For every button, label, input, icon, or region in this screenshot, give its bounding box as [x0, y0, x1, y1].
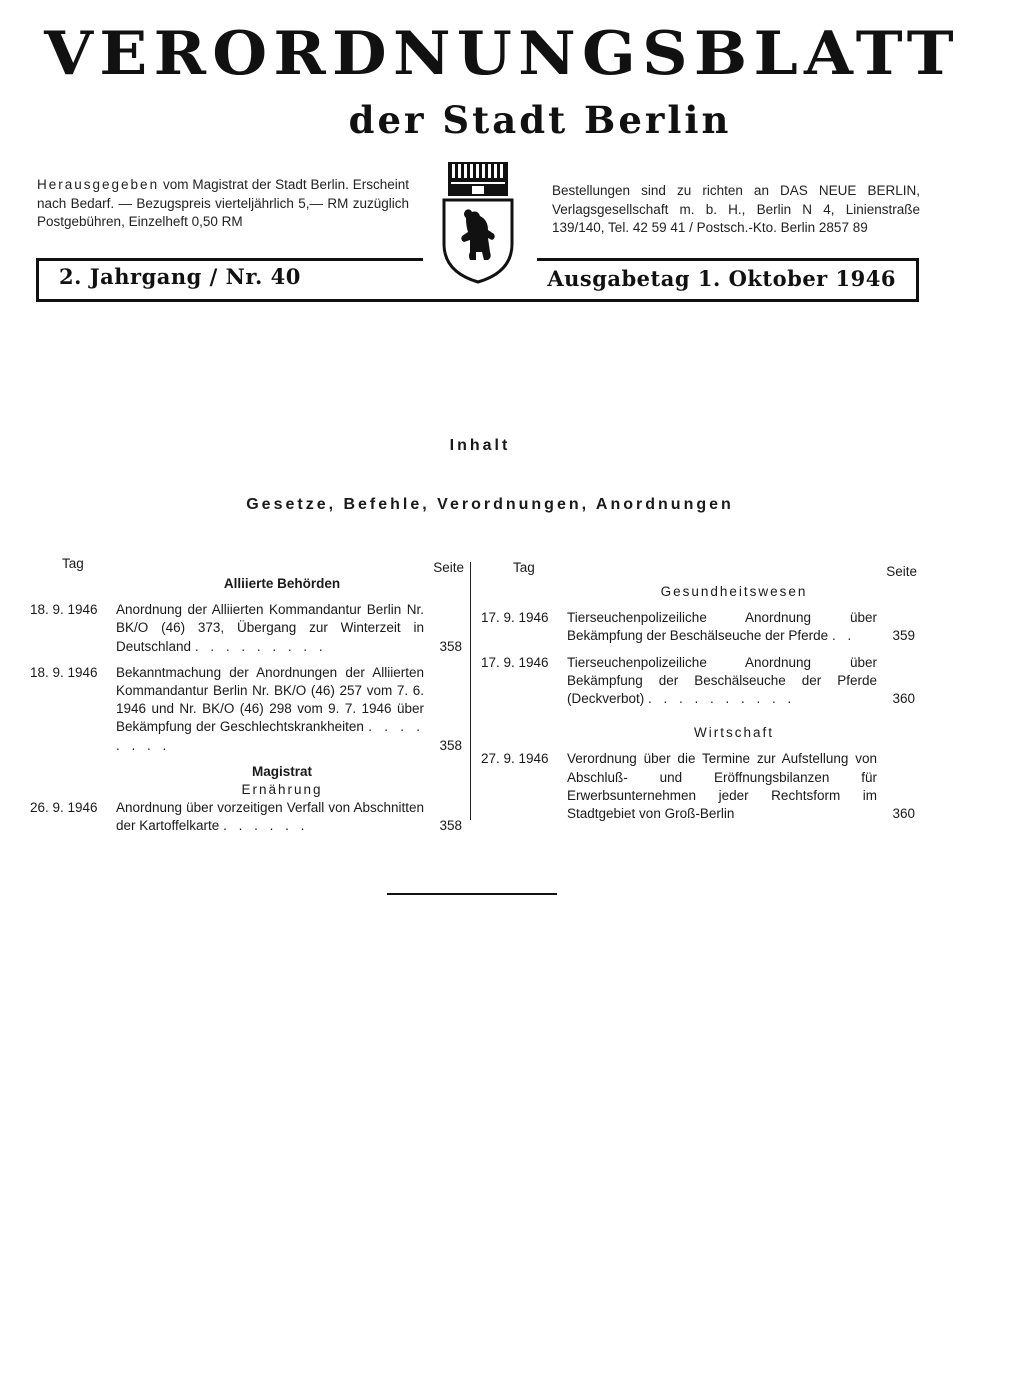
entry-text: Anordnung über vorzeitigen Verfall von Abschnitten der Kartoffelkarte: [116, 800, 424, 834]
publisher-info-right: Bestellungen sind zu richten an DAS NEUE BERLIN, Verlagsgesellschaft m. b. H., Berlin N 4, Linienstraße 139/140, Tel. 42 59 41 / Postsch.-Kto. Berlin 2857 89: [552, 183, 920, 235]
entry-leader: . .: [831, 628, 856, 644]
masthead-title: VERORDNUNGSBLATT: [44, 19, 960, 89]
entry-date: 18. 9. 1946: [30, 602, 98, 618]
issue-number: 2. Jahrgang / Nr. 40: [59, 264, 301, 289]
issue-bar-rule: [537, 258, 916, 261]
entry-date: 17. 9. 1946: [481, 654, 549, 670]
entry-page: 358: [439, 638, 462, 654]
contents-subtitle: Gesetze, Befehle, Verordnungen, Anordnungen: [246, 496, 734, 513]
entry-page: 360: [892, 806, 915, 822]
entry-page: 358: [439, 737, 462, 753]
column-header: [481, 555, 917, 579]
contents-entry: [481, 654, 917, 709]
issue-date: Ausgabetag 1. Oktober 1946: [547, 266, 896, 291]
entry-leader: . . . . . . . . . .: [648, 691, 796, 707]
entry-leader: . . . . . . . .: [116, 719, 424, 753]
section-heading: Wirtschaft: [693, 725, 774, 741]
publisher-info-lead: Herausgegeben: [37, 177, 160, 192]
contents-entry: [30, 664, 464, 755]
entry-date: 17. 9. 1946: [481, 610, 549, 626]
column-divider: [470, 562, 471, 820]
entry-text: Tierseuchenpolizeiliche Anordnung über Bekämpfung der Beschälseuche der Pferde: [567, 610, 877, 644]
entry-date: 26. 9. 1946: [30, 800, 98, 816]
entry-page: 358: [439, 818, 462, 834]
column-header-seite: Seite: [433, 560, 464, 575]
publisher-info-left-text: vom Magistrat der Stadt Berlin. Erscheint nach Bedarf. — Bezugspreis vierteljährlich 5,— RM zuzüglich Postgebühren, Einzelheft 0,50 RM: [37, 177, 409, 229]
entry-page: 360: [892, 691, 915, 707]
entry-page: 359: [892, 628, 915, 644]
section-heading: Alliierte Behörden: [223, 576, 341, 591]
section-heading: Gesundheitswesen: [660, 584, 808, 599]
section-heading: Magistrat: [251, 763, 312, 779]
column-header: [30, 555, 464, 575]
entry-date: 27. 9. 1946: [481, 751, 549, 767]
contents-column-left: [30, 555, 464, 836]
entry-text: Tierseuchenpolizeiliche Anordnung über Bekämpfung der Beschälseuche der Pferde (Deckverbot): [567, 654, 877, 707]
contents-entry: [481, 750, 917, 823]
end-rule: [387, 893, 557, 895]
masthead-subtitle: der Stadt Berlin: [348, 98, 732, 142]
entry-leader: . . . . . . . . .: [194, 638, 327, 654]
contents-entry: [30, 601, 464, 656]
contents-entry: [30, 799, 464, 835]
entry-date: 18. 9. 1946: [30, 664, 98, 680]
contents-column-right: [481, 555, 917, 823]
entry-text: Anordnung der Alliierten Kommandantur Berlin Nr. BK/O (46) 373, Übergang zur Winterzeit in Deutschland: [116, 602, 424, 654]
entry-text: Bekanntmachung der Anordnungen der Alliierten Kommandantur Berlin Nr. BK/O (46) 257 vom 7. 6. 1946 und Nr. BK/O (46) 298 vom 9. 7. 1946 über Bekämpfung der Geschlechtskrankheiten: [116, 664, 424, 735]
issue-bar-rule: [39, 258, 423, 261]
publisher-info-left: [37, 176, 409, 232]
contents-entry: [481, 609, 917, 645]
column-header-tag: Tag: [62, 556, 84, 571]
entry-text: Verordnung über die Termine zur Aufstellung von Abschluß- und Eröffnungsbilanzen für Erwerbsunternehmen jeder Rechtsform im Stadtgebiet von Groß-Berlin: [567, 751, 877, 822]
column-header-tag: Tag: [513, 560, 535, 575]
column-header-seite: Seite: [886, 564, 917, 579]
issue-bar: [36, 258, 919, 302]
contents-title: Inhalt: [449, 437, 511, 454]
issue-bar-rule: [39, 299, 916, 302]
entry-leader: . . . . . .: [223, 818, 309, 834]
section-subheading: Ernährung: [241, 782, 323, 798]
